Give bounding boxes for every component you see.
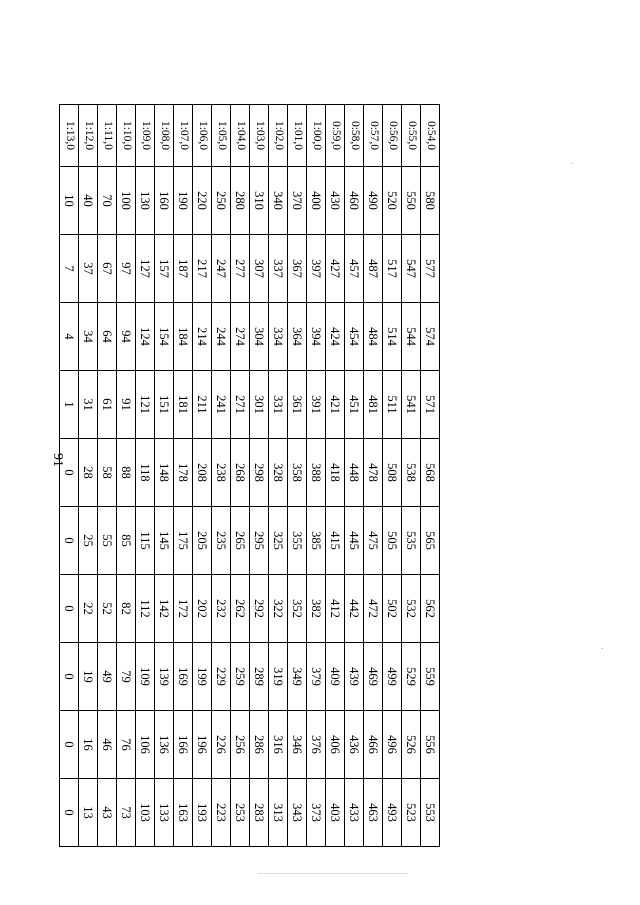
value-cell: 517 xyxy=(383,235,402,303)
value-cell: 61 xyxy=(98,371,117,439)
value-cell: 454 xyxy=(345,303,364,371)
value-cell: 412 xyxy=(326,575,345,643)
value-cell: 262 xyxy=(231,575,250,643)
value-cell: 139 xyxy=(155,643,174,711)
value-cell: 1 xyxy=(60,371,79,439)
value-cell: 397 xyxy=(307,235,326,303)
value-cell: 223 xyxy=(212,779,231,847)
value-cell: 130 xyxy=(136,167,155,235)
table-row xyxy=(269,105,288,847)
time-cell: 1:00,0 xyxy=(307,105,326,167)
time-cell: 1:11,0 xyxy=(98,105,117,167)
value-cell: 85 xyxy=(117,507,136,575)
value-cell: 289 xyxy=(250,643,269,711)
table-row xyxy=(136,105,155,847)
value-cell: 178 xyxy=(174,439,193,507)
value-cell: 337 xyxy=(269,235,288,303)
value-cell: 277 xyxy=(231,235,250,303)
value-cell: 202 xyxy=(193,575,212,643)
value-cell: 574 xyxy=(421,303,440,371)
page-number: 91 xyxy=(50,453,65,467)
value-cell: 322 xyxy=(269,575,288,643)
value-cell: 190 xyxy=(174,167,193,235)
value-cell: 118 xyxy=(136,439,155,507)
value-cell: 52 xyxy=(98,575,117,643)
value-cell: 49 xyxy=(98,643,117,711)
table-row xyxy=(98,105,117,847)
table-row xyxy=(155,105,174,847)
value-cell: 0 xyxy=(60,507,79,575)
value-cell: 235 xyxy=(212,507,231,575)
value-cell: 100 xyxy=(117,167,136,235)
value-cell: 430 xyxy=(326,167,345,235)
value-cell: 403 xyxy=(326,779,345,847)
value-cell: 478 xyxy=(364,439,383,507)
value-cell: 556 xyxy=(421,711,440,779)
table-row xyxy=(231,105,250,847)
value-cell: 88 xyxy=(117,439,136,507)
value-cell: 523 xyxy=(402,779,421,847)
value-cell: 46 xyxy=(98,711,117,779)
value-cell: 490 xyxy=(364,167,383,235)
value-cell: 280 xyxy=(231,167,250,235)
value-cell: 475 xyxy=(364,507,383,575)
value-cell: 208 xyxy=(193,439,212,507)
value-cell: 436 xyxy=(345,711,364,779)
value-cell: 463 xyxy=(364,779,383,847)
value-cell: 577 xyxy=(421,235,440,303)
value-cell: 106 xyxy=(136,711,155,779)
value-cell: 229 xyxy=(212,643,231,711)
value-cell: 508 xyxy=(383,439,402,507)
value-cell: 184 xyxy=(174,303,193,371)
value-cell: 319 xyxy=(269,643,288,711)
table-row xyxy=(326,105,345,847)
value-cell: 283 xyxy=(250,779,269,847)
value-cell: 70 xyxy=(98,167,117,235)
value-cell: 175 xyxy=(174,507,193,575)
value-cell: 328 xyxy=(269,439,288,507)
value-cell: 358 xyxy=(288,439,307,507)
value-cell: 424 xyxy=(326,303,345,371)
value-cell: 91 xyxy=(117,371,136,439)
time-cell: 1:04,0 xyxy=(231,105,250,167)
value-cell: 469 xyxy=(364,643,383,711)
value-cell: 253 xyxy=(231,779,250,847)
value-cell: 115 xyxy=(136,507,155,575)
value-cell: 502 xyxy=(383,575,402,643)
table-body xyxy=(60,105,440,847)
time-cell: 0:59,0 xyxy=(326,105,345,167)
value-cell: 460 xyxy=(345,167,364,235)
time-cell: 0:55,0 xyxy=(402,105,421,167)
time-cell: 1:09,0 xyxy=(136,105,155,167)
value-cell: 547 xyxy=(402,235,421,303)
value-cell: 7 xyxy=(60,235,79,303)
value-cell: 538 xyxy=(402,439,421,507)
table-row xyxy=(345,105,364,847)
value-cell: 199 xyxy=(193,643,212,711)
value-cell: 421 xyxy=(326,371,345,439)
value-cell: 151 xyxy=(155,371,174,439)
table-row xyxy=(364,105,383,847)
value-cell: 379 xyxy=(307,643,326,711)
value-cell: 154 xyxy=(155,303,174,371)
value-cell: 334 xyxy=(269,303,288,371)
value-cell: 370 xyxy=(288,167,307,235)
time-cell: 1:05,0 xyxy=(212,105,231,167)
value-cell: 445 xyxy=(345,507,364,575)
value-cell: 82 xyxy=(117,575,136,643)
time-cell: 1:07,0 xyxy=(174,105,193,167)
value-cell: 169 xyxy=(174,643,193,711)
scan-speck xyxy=(601,648,603,649)
value-cell: 94 xyxy=(117,303,136,371)
value-cell: 550 xyxy=(402,167,421,235)
value-cell: 457 xyxy=(345,235,364,303)
value-cell: 187 xyxy=(174,235,193,303)
value-cell: 79 xyxy=(117,643,136,711)
value-cell: 388 xyxy=(307,439,326,507)
time-cell: 1:02,0 xyxy=(269,105,288,167)
value-cell: 481 xyxy=(364,371,383,439)
value-cell: 472 xyxy=(364,575,383,643)
value-cell: 499 xyxy=(383,643,402,711)
value-cell: 181 xyxy=(174,371,193,439)
value-cell: 268 xyxy=(231,439,250,507)
value-cell: 247 xyxy=(212,235,231,303)
value-cell: 535 xyxy=(402,507,421,575)
value-cell: 331 xyxy=(269,371,288,439)
value-cell: 391 xyxy=(307,371,326,439)
value-cell: 466 xyxy=(364,711,383,779)
value-cell: 520 xyxy=(383,167,402,235)
value-cell: 346 xyxy=(288,711,307,779)
value-cell: 451 xyxy=(345,371,364,439)
value-cell: 349 xyxy=(288,643,307,711)
value-cell: 145 xyxy=(155,507,174,575)
time-cell: 0:58,0 xyxy=(345,105,364,167)
value-cell: 343 xyxy=(288,779,307,847)
value-cell: 193 xyxy=(193,779,212,847)
time-cell: 1:03,0 xyxy=(250,105,269,167)
value-cell: 433 xyxy=(345,779,364,847)
value-cell: 571 xyxy=(421,371,440,439)
value-cell: 373 xyxy=(307,779,326,847)
value-cell: 97 xyxy=(117,235,136,303)
time-cell: 0:56,0 xyxy=(383,105,402,167)
time-cell: 1:12,0 xyxy=(79,105,98,167)
value-cell: 67 xyxy=(98,235,117,303)
data-table xyxy=(59,104,440,847)
value-cell: 196 xyxy=(193,711,212,779)
value-cell: 259 xyxy=(231,643,250,711)
value-cell: 271 xyxy=(231,371,250,439)
value-cell: 10 xyxy=(60,167,79,235)
table-row xyxy=(79,105,98,847)
value-cell: 427 xyxy=(326,235,345,303)
value-cell: 0 xyxy=(60,643,79,711)
value-cell: 127 xyxy=(136,235,155,303)
value-cell: 160 xyxy=(155,167,174,235)
value-cell: 0 xyxy=(60,575,79,643)
table-container xyxy=(59,104,440,847)
value-cell: 238 xyxy=(212,439,231,507)
time-cell: 1:10,0 xyxy=(117,105,136,167)
value-cell: 418 xyxy=(326,439,345,507)
value-cell: 241 xyxy=(212,371,231,439)
scan-edge-line xyxy=(258,873,408,874)
value-cell: 352 xyxy=(288,575,307,643)
value-cell: 220 xyxy=(193,167,212,235)
value-cell: 514 xyxy=(383,303,402,371)
time-cell: 1:01,0 xyxy=(288,105,307,167)
table-row xyxy=(60,105,79,847)
value-cell: 292 xyxy=(250,575,269,643)
value-cell: 496 xyxy=(383,711,402,779)
value-cell: 211 xyxy=(193,371,212,439)
value-cell: 301 xyxy=(250,371,269,439)
value-cell: 217 xyxy=(193,235,212,303)
value-cell: 232 xyxy=(212,575,231,643)
value-cell: 37 xyxy=(79,235,98,303)
value-cell: 4 xyxy=(60,303,79,371)
table-row xyxy=(117,105,136,847)
scan-speck xyxy=(571,163,573,164)
value-cell: 394 xyxy=(307,303,326,371)
value-cell: 40 xyxy=(79,167,98,235)
value-cell: 286 xyxy=(250,711,269,779)
value-cell: 385 xyxy=(307,507,326,575)
value-cell: 0 xyxy=(60,779,79,847)
value-cell: 13 xyxy=(79,779,98,847)
time-cell: 1:13,0 xyxy=(60,105,79,167)
value-cell: 568 xyxy=(421,439,440,507)
value-cell: 274 xyxy=(231,303,250,371)
value-cell: 505 xyxy=(383,507,402,575)
value-cell: 313 xyxy=(269,779,288,847)
value-cell: 148 xyxy=(155,439,174,507)
value-cell: 64 xyxy=(98,303,117,371)
value-cell: 487 xyxy=(364,235,383,303)
value-cell: 382 xyxy=(307,575,326,643)
value-cell: 121 xyxy=(136,371,155,439)
value-cell: 109 xyxy=(136,643,155,711)
value-cell: 361 xyxy=(288,371,307,439)
time-cell: 0:57,0 xyxy=(364,105,383,167)
value-cell: 544 xyxy=(402,303,421,371)
table-row xyxy=(174,105,193,847)
time-cell: 1:06,0 xyxy=(193,105,212,167)
value-cell: 19 xyxy=(79,643,98,711)
value-cell: 112 xyxy=(136,575,155,643)
value-cell: 298 xyxy=(250,439,269,507)
value-cell: 295 xyxy=(250,507,269,575)
value-cell: 157 xyxy=(155,235,174,303)
value-cell: 406 xyxy=(326,711,345,779)
value-cell: 559 xyxy=(421,643,440,711)
value-cell: 448 xyxy=(345,439,364,507)
value-cell: 355 xyxy=(288,507,307,575)
value-cell: 58 xyxy=(98,439,117,507)
value-cell: 133 xyxy=(155,779,174,847)
value-cell: 442 xyxy=(345,575,364,643)
table-row xyxy=(250,105,269,847)
value-cell: 340 xyxy=(269,167,288,235)
value-cell: 226 xyxy=(212,711,231,779)
value-cell: 439 xyxy=(345,643,364,711)
value-cell: 310 xyxy=(250,167,269,235)
value-cell: 541 xyxy=(402,371,421,439)
value-cell: 124 xyxy=(136,303,155,371)
value-cell: 244 xyxy=(212,303,231,371)
value-cell: 34 xyxy=(79,303,98,371)
table-row xyxy=(193,105,212,847)
value-cell: 16 xyxy=(79,711,98,779)
value-cell: 214 xyxy=(193,303,212,371)
value-cell: 205 xyxy=(193,507,212,575)
value-cell: 103 xyxy=(136,779,155,847)
value-cell: 367 xyxy=(288,235,307,303)
value-cell: 493 xyxy=(383,779,402,847)
value-cell: 376 xyxy=(307,711,326,779)
value-cell: 76 xyxy=(117,711,136,779)
value-cell: 0 xyxy=(60,711,79,779)
value-cell: 43 xyxy=(98,779,117,847)
time-cell: 1:08,0 xyxy=(155,105,174,167)
value-cell: 73 xyxy=(117,779,136,847)
value-cell: 256 xyxy=(231,711,250,779)
value-cell: 307 xyxy=(250,235,269,303)
value-cell: 304 xyxy=(250,303,269,371)
value-cell: 364 xyxy=(288,303,307,371)
value-cell: 580 xyxy=(421,167,440,235)
value-cell: 529 xyxy=(402,643,421,711)
value-cell: 511 xyxy=(383,371,402,439)
table-row xyxy=(307,105,326,847)
value-cell: 0 xyxy=(60,439,79,507)
value-cell: 25 xyxy=(79,507,98,575)
value-cell: 166 xyxy=(174,711,193,779)
table-row xyxy=(402,105,421,847)
time-cell: 0:54,0 xyxy=(421,105,440,167)
value-cell: 136 xyxy=(155,711,174,779)
value-cell: 163 xyxy=(174,779,193,847)
value-cell: 55 xyxy=(98,507,117,575)
value-cell: 31 xyxy=(79,371,98,439)
value-cell: 415 xyxy=(326,507,345,575)
value-cell: 409 xyxy=(326,643,345,711)
value-cell: 562 xyxy=(421,575,440,643)
value-cell: 250 xyxy=(212,167,231,235)
value-cell: 325 xyxy=(269,507,288,575)
value-cell: 526 xyxy=(402,711,421,779)
table-rotated-frame xyxy=(59,104,440,847)
value-cell: 553 xyxy=(421,779,440,847)
table-row xyxy=(288,105,307,847)
value-cell: 142 xyxy=(155,575,174,643)
value-cell: 565 xyxy=(421,507,440,575)
table-row xyxy=(421,105,440,847)
table-row xyxy=(383,105,402,847)
value-cell: 22 xyxy=(79,575,98,643)
value-cell: 532 xyxy=(402,575,421,643)
value-cell: 316 xyxy=(269,711,288,779)
value-cell: 28 xyxy=(79,439,98,507)
value-cell: 484 xyxy=(364,303,383,371)
table-row xyxy=(212,105,231,847)
value-cell: 172 xyxy=(174,575,193,643)
value-cell: 265 xyxy=(231,507,250,575)
value-cell: 400 xyxy=(307,167,326,235)
